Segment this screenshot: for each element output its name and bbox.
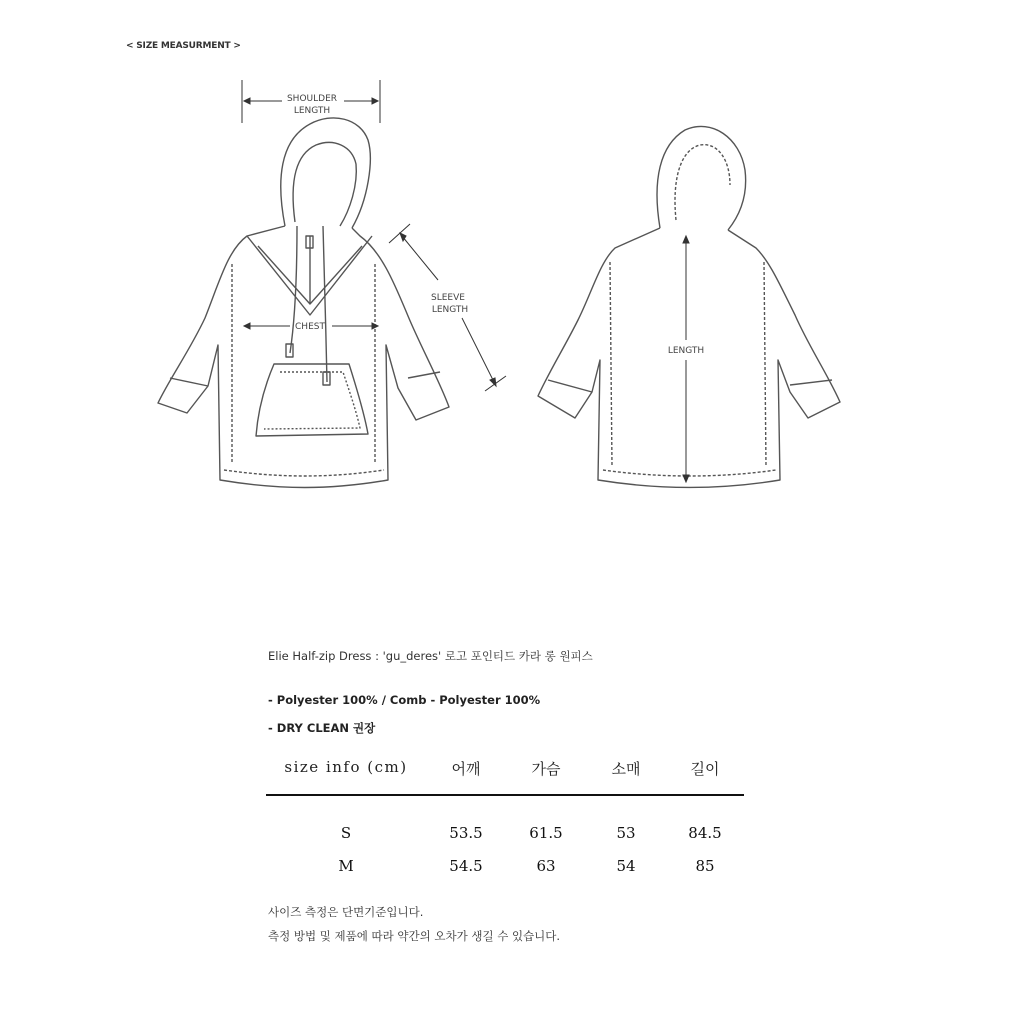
table-row [266, 849, 744, 882]
material-line: - Polyester 100% / Comb - Polyester 100% [268, 693, 541, 707]
front-view [158, 118, 449, 488]
length-cell: 85 [695, 857, 715, 875]
table-header-row [266, 758, 744, 794]
length-cell: 84.5 [688, 824, 722, 842]
product-title: Elie Half-zip Dress : 'gu_deres' 로고 포인티드 카라 롱 원피스 [268, 649, 593, 663]
measure-lines [242, 80, 689, 482]
shoulder-cell: 54.5 [449, 857, 483, 875]
header-chest: 가슴 [531, 760, 561, 778]
measurement-note: 사이즈 측정은 단면기준입니다. [268, 905, 424, 919]
sleeve-label-1: SLEEVE [431, 293, 465, 303]
chest-cell: 63 [536, 857, 556, 875]
header-length: 길이 [690, 760, 720, 778]
care-line: - DRY CLEAN 권장 [268, 721, 376, 735]
sleeve-cell: 53 [616, 824, 636, 842]
tolerance-note: 측정 방법 및 제품에 따라 약간의 오차가 생길 수 있습니다. [268, 929, 561, 943]
header-sleeve: 소매 [611, 760, 641, 778]
section-header: < SIZE MEASURMENT > [126, 41, 241, 51]
back-view [538, 126, 840, 487]
shoulder-label-1: SHOULDER [286, 94, 338, 104]
size-cell: M [338, 857, 354, 875]
header-size-info: size info (cm) [284, 758, 408, 776]
size-cell: S [340, 824, 352, 842]
shoulder-label-2: LENGTH [293, 106, 331, 116]
size-table [266, 758, 744, 882]
length-label: LENGTH [667, 346, 705, 356]
sleeve-cell: 54 [616, 857, 636, 875]
header-shoulder: 어깨 [451, 760, 481, 778]
chest-cell: 61.5 [529, 824, 563, 842]
table-divider [266, 794, 744, 796]
table-row [266, 816, 744, 849]
chest-label: CHEST [295, 322, 325, 332]
sleeve-label-2: LENGTH [431, 305, 469, 315]
shoulder-cell: 53.5 [449, 824, 483, 842]
